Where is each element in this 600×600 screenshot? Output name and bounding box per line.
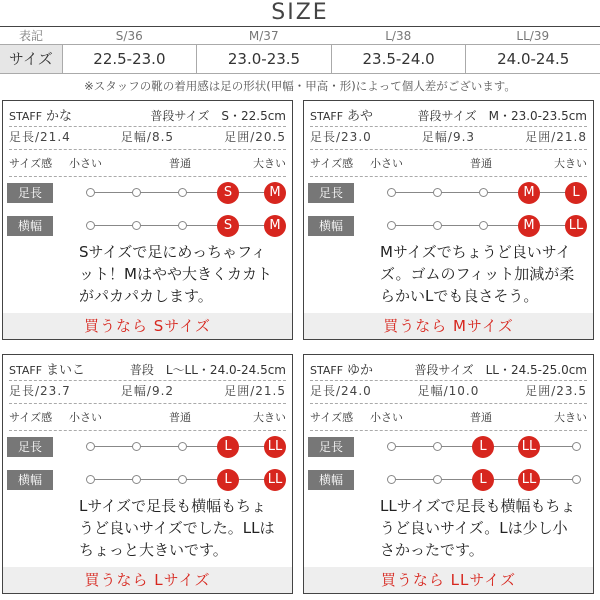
scale-small-label: 小さい [69, 411, 102, 424]
scale-section-label: サイズ感 [310, 157, 354, 170]
scale-dot [132, 188, 141, 197]
scale-dot [132, 442, 141, 451]
width-scale [391, 470, 576, 490]
length-scale [391, 183, 580, 203]
scale-header [310, 156, 587, 172]
staff-header [9, 361, 286, 379]
recommendation: 買うなら Sサイズ [3, 313, 292, 339]
foot-length-label: 足長 [7, 183, 53, 203]
size-table [0, 28, 600, 74]
staff-header [310, 361, 587, 379]
staff-name: あや [347, 109, 374, 124]
length-scale [90, 437, 283, 457]
size-mark: M [264, 215, 286, 237]
foot-circumference: 足囲/21.5 [224, 384, 286, 398]
size-mark: LL [565, 215, 587, 237]
staff-header [9, 107, 286, 125]
usual-size: 普段サイズ M・23.0-23.5cm [417, 109, 587, 123]
scale-dot [387, 188, 396, 197]
foot-length: 足長/24.0 [310, 384, 372, 398]
staff-panel [303, 354, 594, 594]
scale-normal-label: 普通 [470, 411, 492, 424]
scale-small-label: 小さい [370, 411, 403, 424]
dashed-divider [310, 126, 587, 127]
staff-label: STAFF [310, 364, 344, 377]
staff-panel [2, 100, 293, 340]
size-mark: M [518, 182, 540, 204]
length-scale [90, 183, 281, 203]
staff-panel [303, 100, 594, 340]
table-cell: 24.0-24.5 [465, 44, 600, 74]
header-cell: LL/39 [516, 29, 550, 43]
header-cell: L/38 [385, 29, 412, 43]
scale-dot [572, 442, 581, 451]
staff-label: STAFF [9, 110, 43, 123]
foot-measurements [310, 128, 587, 146]
width-scale [90, 470, 283, 490]
header-cell: M/37 [248, 29, 279, 43]
scale-dot [479, 188, 488, 197]
foot-length: 足長/23.0 [310, 130, 372, 144]
dashed-divider [310, 430, 587, 431]
size-mark: M [518, 215, 540, 237]
size-mark: L [217, 469, 239, 491]
staff-comment: LLサイズで足長も横幅もちょうど良いサイズ。Lは少し小さかったです。 [380, 497, 576, 559]
foot-circumference: 足囲/20.5 [224, 130, 286, 144]
foot-width: 足幅/8.5 [120, 130, 175, 144]
scale-header [310, 410, 587, 426]
staff-name: かな [46, 109, 73, 124]
size-table-row [0, 44, 600, 74]
recommendation: 買うなら LLサイズ [304, 567, 593, 593]
size-mark: LL [264, 469, 286, 491]
size-mark: L [472, 469, 494, 491]
recommendation: 買うなら Lサイズ [3, 567, 292, 593]
scale-dot [387, 442, 396, 451]
scale-normal-label: 普通 [169, 411, 191, 424]
foot-width-label: 横幅 [7, 216, 53, 236]
width-scale [90, 216, 281, 236]
scale-dot [387, 475, 396, 484]
width-scale [391, 216, 584, 236]
foot-width: 足幅/9.3 [421, 130, 476, 144]
recommendation: 買うなら Mサイズ [304, 313, 593, 339]
foot-length-label: 足長 [7, 437, 53, 457]
scale-dot [132, 221, 141, 230]
scale-dot [387, 221, 396, 230]
foot-width-label: 横幅 [7, 470, 53, 490]
usual-size: 普段サイズ LL・24.5-25.0cm [414, 363, 587, 377]
scale-normal-label: 普通 [470, 157, 492, 170]
foot-measurements [9, 128, 286, 146]
size-mark: L [565, 182, 587, 204]
scale-header [9, 410, 286, 426]
scale-big-label: 大きい [554, 411, 587, 424]
scale-dot [178, 188, 187, 197]
staff-comment: Lサイズで足長も横幅もちょうど良いサイズでした。LLはちょっと大きいです。 [79, 497, 275, 559]
header-cell: S/36 [115, 29, 143, 43]
scale-dot [178, 442, 187, 451]
scale-dot [479, 221, 488, 230]
page-title: SIZE [271, 0, 329, 25]
staff-name: ゆか [347, 363, 374, 378]
scale-big-label: 大きい [554, 157, 587, 170]
staff-label: STAFF [310, 110, 344, 123]
foot-measurements [9, 382, 286, 400]
title-underline [0, 26, 600, 27]
scale-big-label: 大きい [253, 411, 286, 424]
foot-width-label: 横幅 [308, 470, 354, 490]
header-cell: 表記 [18, 29, 43, 43]
scale-dot [433, 188, 442, 197]
size-mark: L [472, 436, 494, 458]
scale-dot [86, 188, 95, 197]
staff-label: STAFF [9, 364, 43, 377]
foot-length: 足長/23.7 [9, 384, 71, 398]
staff-comment: Sサイズで足にめっちゃフィット！Mはやや大きくカカトがパカパカします。 [79, 243, 272, 305]
staff-name: まいこ [46, 363, 86, 378]
dashed-divider [9, 126, 286, 127]
size-mark: LL [518, 436, 540, 458]
scale-dot [433, 442, 442, 451]
size-table-header [0, 28, 600, 44]
usual-size: 普段サイズ S・22.5cm [150, 109, 286, 123]
dashed-divider [310, 403, 587, 404]
dashed-divider [9, 430, 286, 431]
scale-header [9, 156, 286, 172]
scale-dot [86, 442, 95, 451]
dashed-divider [9, 149, 286, 150]
dashed-divider [9, 403, 286, 404]
row-label: サイズ [0, 44, 62, 74]
length-scale [391, 437, 576, 457]
foot-circumference: 足囲/23.5 [525, 384, 587, 398]
scale-big-label: 大きい [253, 157, 286, 170]
foot-length-label: 足長 [308, 183, 354, 203]
scale-dot [433, 475, 442, 484]
scale-dot [178, 221, 187, 230]
dashed-divider [310, 380, 587, 381]
size-mark: M [264, 182, 286, 204]
scale-dot [86, 475, 95, 484]
scale-section-label: サイズ感 [9, 411, 53, 424]
scale-dot [178, 475, 187, 484]
table-cell: 23.0-23.5 [196, 44, 331, 74]
dashed-divider [310, 149, 587, 150]
staff-panel [2, 354, 293, 594]
foot-measurements [310, 382, 587, 400]
dashed-divider [9, 176, 286, 177]
foot-width: 足幅/9.2 [120, 384, 175, 398]
scale-section-label: サイズ感 [310, 411, 354, 424]
staff-header [310, 107, 587, 125]
size-mark: LL [518, 469, 540, 491]
foot-circumference: 足囲/21.8 [525, 130, 587, 144]
size-mark: LL [264, 436, 286, 458]
size-mark: L [217, 436, 239, 458]
size-mark: S [217, 182, 239, 204]
table-cell: 22.5-23.0 [62, 44, 197, 74]
fit-note: ※スタッフの靴の着用感は足の形状(甲幅・甲高・形)によって個人差がございます。 [84, 79, 516, 93]
scale-normal-label: 普通 [169, 157, 191, 170]
table-cell: 23.5-24.0 [331, 44, 466, 74]
foot-length: 足長/21.4 [9, 130, 71, 144]
foot-width: 足幅/10.0 [417, 384, 480, 398]
scale-small-label: 小さい [370, 157, 403, 170]
dashed-divider [9, 380, 286, 381]
scale-section-label: サイズ感 [9, 157, 53, 170]
scale-small-label: 小さい [69, 157, 102, 170]
usual-size: 普段 L〜LL・24.0-24.5cm [129, 363, 286, 377]
dashed-divider [310, 176, 587, 177]
scale-dot [572, 475, 581, 484]
scale-dot [132, 475, 141, 484]
scale-dot [433, 221, 442, 230]
staff-comment: Mサイズでちょうど良いサイズ。ゴムのフィット加減が柔らかいLでも良さそう。 [380, 243, 575, 305]
size-mark: S [217, 215, 239, 237]
foot-width-label: 横幅 [308, 216, 354, 236]
foot-length-label: 足長 [308, 437, 354, 457]
scale-dot [86, 221, 95, 230]
